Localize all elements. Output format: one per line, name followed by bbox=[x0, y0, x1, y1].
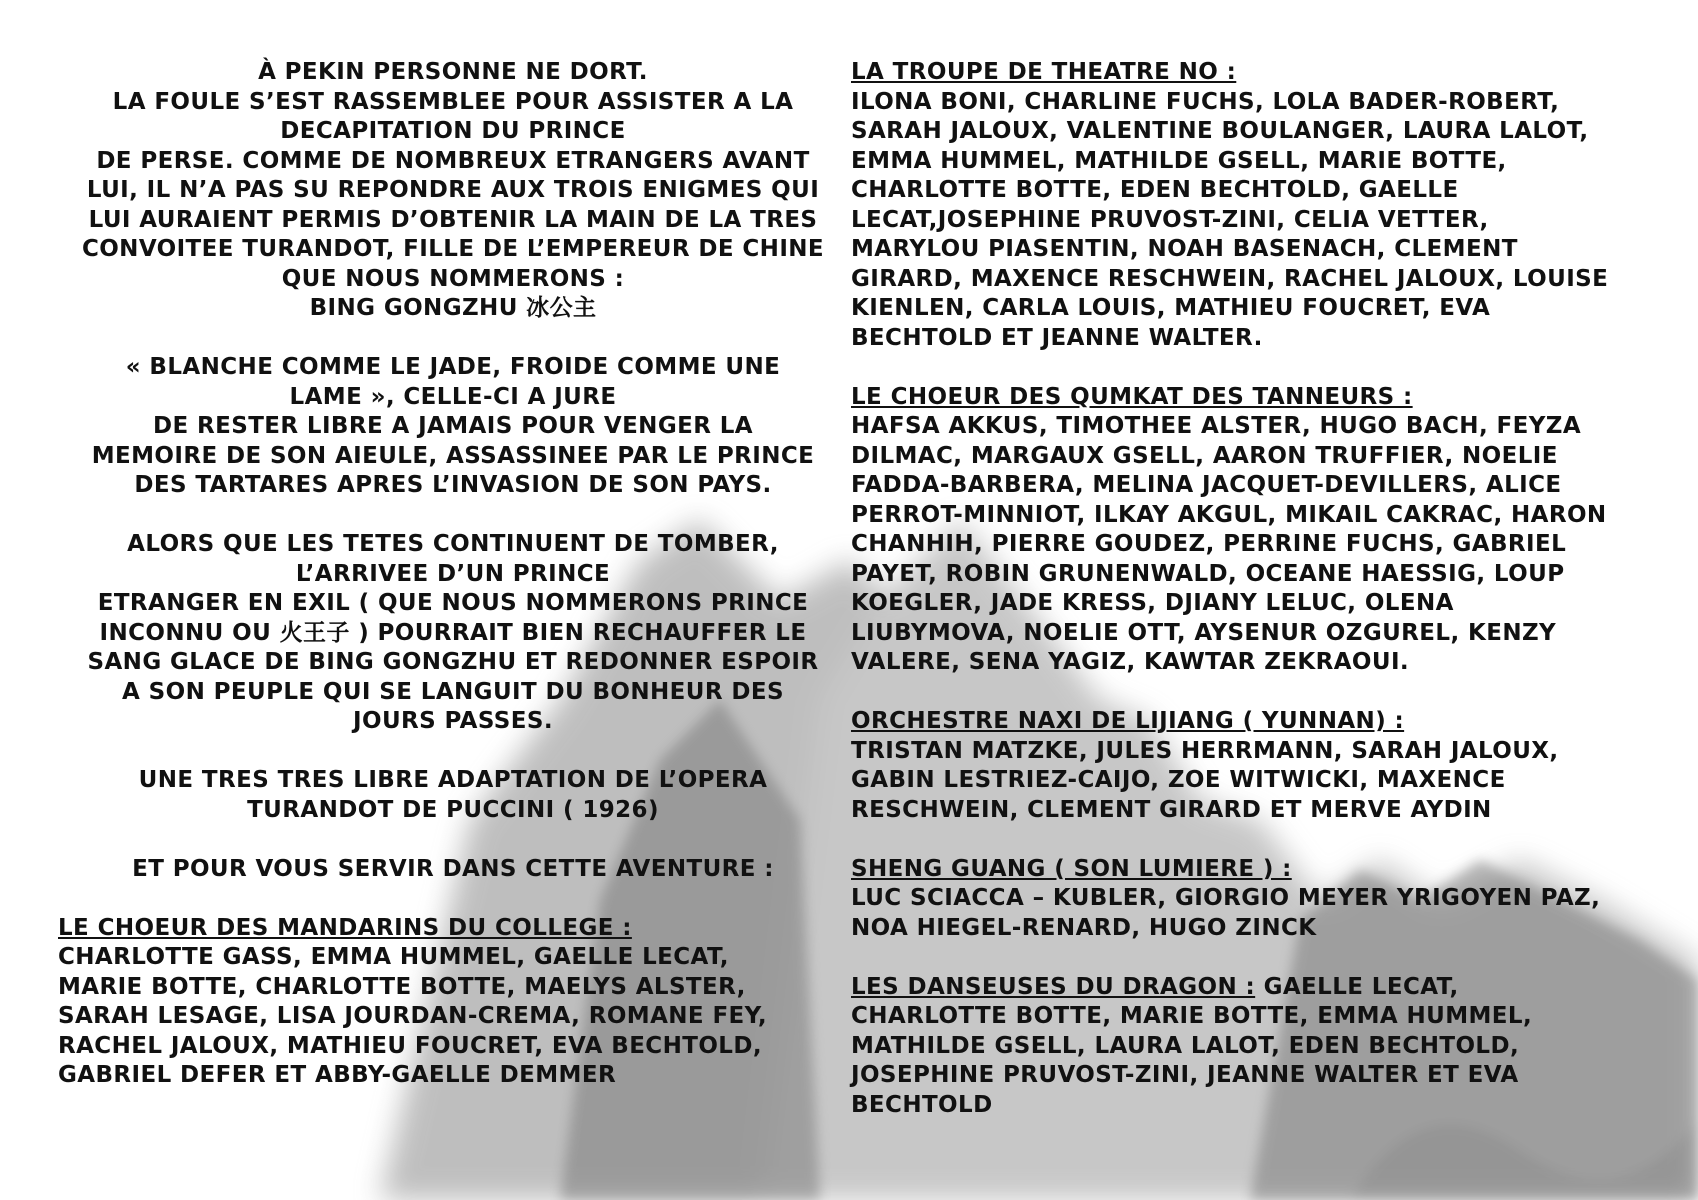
mandarins-names: CHARLOTTE GASS, EMMA HUMMEL, GAELLE LECAT, MARIE BOTTE, CHARLOTTE BOTTE, MAELYS ALSTER, SARAH LESAGE, LISA JOURDAN-CREMA, ROMANE FEY, RACHEL JALOUX, MATHIEU FOUCRET, EVA BECHTOLD, GABRIEL DEFER ET ABBY-GAELLE DEMMER bbox=[58, 944, 768, 1088]
synopsis-intro: À PEKIN PERSONNE NE DORT. LA FOULE S’EST RASSEMBLEE POUR ASSISTER A LA DECAPITATION DU PRINCE DE PERSE. COMME DE NOMBREUX ETRANGERS AVANT LUI, IL N’A PAS SU REPONDRE AUX TROIS ENIGMES QUI LUI AURAIENT PERMIS D’OBTENIR LA MAIN DE LA TRES CONVOITEE TURANDOT, FILLE DE L’EMPEREUR DE CHINE QUE NOUS NOMMERONS : BING GONGZHU 冰公主 bbox=[81, 59, 825, 321]
qumkat-names: HAFSA AKKUS, TIMOTHEE ALSTER, HUGO BACH, FEYZA DILMAC, MARGAUX GSELL, AARON TRUFFIER, NOELIE FADDA-BARBERA, MELINA JACQUET-DEVILLERS, ALICE PERROT-MINNIOT, ILKAY AKGUL, MIKAIL CAKRAC, HARON CHANHIH, PIERRE GOUDEZ, PERRINE FUCHS, GABRIEL PAYET, ROBIN GRUNENWALD, OCEANE HAESSIG, LOUP KOEGLER, JADE KRESS, DJIANY LELUC, OLENA LIUBYMOVA, NOELIE OTT, AYSENUR OZGUREL, KENZY VALERE, SENA YAGIZ, KAWTAR ZEKRAOUI. bbox=[851, 413, 1607, 675]
dragon-names: CHARLOTTE BOTTE, MARIE BOTTE, EMMA HUMMEL, MATHILDE GSELL, LAURA LALOT, EDEN BECHTOLD, JOSEPHINE PRUVOST-ZINI, JEANNE WALTER ET EVA BECHTOLD bbox=[851, 1003, 1533, 1118]
dragon-first-name: GAELLE LECAT, bbox=[1255, 973, 1459, 1000]
cast-intro: ET POUR VOUS SERVIR DANS CETTE AVENTURE : bbox=[132, 855, 774, 882]
cast-column bbox=[851, 58, 1651, 1120]
orchestra-section bbox=[851, 707, 1651, 825]
dragon-heading: LES DANSEUSES DU DRAGON : bbox=[851, 973, 1256, 1000]
mandarins-section bbox=[58, 914, 848, 1091]
troupe-section bbox=[851, 58, 1651, 353]
qumkat-heading: LE CHOEUR DES QUMKAT DES TANNEURS : bbox=[851, 383, 1413, 410]
turandot-quote-paragraph: « BLANCHE COMME LE JADE, FROIDE COMME UNE LAME », CELLE-CI A JURE DE RESTER LIBRE A JAMAIS POUR VENGER LA MEMOIRE DE SON AIEULE, ASSASSINEE PAR LE PRINCE DES TARTARES APRES L’INVASION DE SON PAYS. bbox=[91, 354, 815, 498]
orchestra-names: TRISTAN MATZKE, JULES HERRMANN, SARAH JALOUX, GABIN LESTRIEZ-CAIJO, ZOE WITWICKI, MAXENCE RESCHWEIN, CLEMENT GIRARD ET MERVE AYDIN bbox=[851, 737, 1559, 823]
troupe-heading: LA TROUPE DE THEATRE NO : bbox=[851, 59, 1237, 85]
orchestra-heading: ORCHESTRE NAXI DE LIJIANG ( YUNNAN) : bbox=[851, 708, 1405, 734]
mandarins-heading: LE CHOEUR DES MANDARINS DU COLLEGE : bbox=[58, 914, 632, 941]
unknown-prince-paragraph: ALORS QUE LES TETES CONTINUENT DE TOMBER, L’ARRIVEE D’UN PRINCE ETRANGER EN EXIL ( QUE NOUS NOMMERONS PRINCE INCONNU OU 火王子 ) POURRAIT BIEN RECHAUFFER LE SANG GLACE DE BING GONGZHU ET REDONNER ESPOIR A SON PEUPLE QUI SE LANGUIT DU BONHEUR DES JOURS PASSES. bbox=[87, 531, 819, 734]
troupe-names: ILONA BONI, CHARLINE FUCHS, LOLA BADER-ROBERT, SARAH JALOUX, VALENTINE BOULANGER, LAURA LALOT, EMMA HUMMEL, MATHILDE GSELL, MARIE BOTTE, CHARLOTTE BOTTE, EDEN BECHTOLD, GAELLE LECAT,JOSEPHINE PRUVOST-ZINI, CELIA VETTER, MARYLOU PIASENTIN, NOAH BASENACH, CLEMENT GIRARD, MAXENCE RESCHWEIN, RACHEL JALOUX, LOUISE KIENLEN, CARLA LOUIS, MATHIEU FOUCRET, EVA BECHTOLD ET JEANNE WALTER. bbox=[851, 88, 1609, 351]
dragon-heading-line bbox=[851, 973, 1651, 1003]
qumkat-section bbox=[851, 383, 1651, 678]
dragon-dancers-section bbox=[851, 973, 1651, 1121]
sound-light-section bbox=[851, 855, 1651, 944]
adaptation-note: UNE TRES TRES LIBRE ADAPTATION DE L’OPERA TURANDOT DE PUCCINI ( 1926) bbox=[138, 767, 768, 823]
synopsis-column bbox=[58, 58, 848, 1091]
sound-light-heading: SHENG GUANG ( SON LUMIERE ) : bbox=[851, 855, 1292, 882]
sound-light-names: LUC SCIACCA – KUBLER, GIORGIO MEYER YRIGOYEN PAZ, NOA HIEGEL-RENARD, HUGO ZINCK bbox=[851, 885, 1601, 941]
